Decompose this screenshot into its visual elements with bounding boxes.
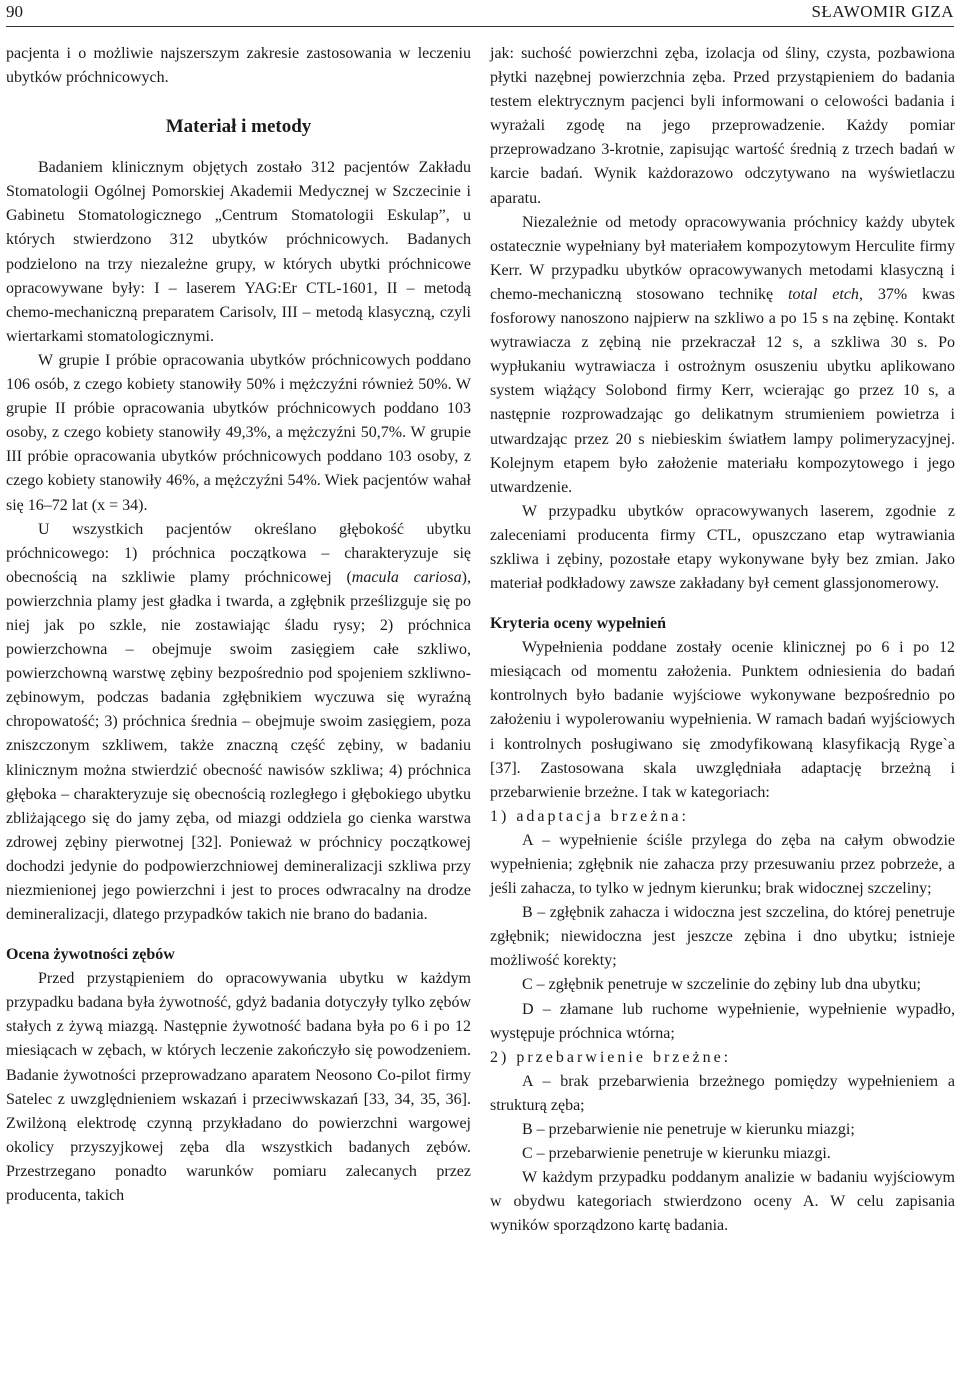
criterion-item: B – zgłębnik zahacza i widoczna jest szczelina, do której penetruje zgłębnik; niewidoczna jest jeszcze zębina i dno ubytku; istnieje możliwość korekty; bbox=[490, 904, 955, 970]
criterion-item: C – przebarwienie penetruje w kierunku miazgi. bbox=[522, 1145, 831, 1163]
text-run: , 37% kwas fosforowy nanoszono najpierw na szkliwo a po 15 s na zębinę. Kontakt wytrawiacza z zębiną nie przekraczał 12 s, a szkliwa 30 s. Po wypłukaniu wytrawiacza i ostrożnym osuszeniu ubytku aplikowano system wiążący Solobond firmy Kerr, wcierając go przez 10 s, a następnie rozprowadzając go delikatnym strumieniem powietrza i utwardzając przez 20 s niebieskim światłem lampy polimeryzacyjnej. Kolejnym etapem było założenie materiału kompozytowego i jego utwardzenie. bbox=[490, 285, 956, 496]
category-label-discoloration: 2) przebarwienie brzeżne: bbox=[490, 1048, 732, 1066]
paragraph: Wypełnienia poddane zostały ocenie klinicznej po 6 i po 12 miesiącach od momentu założenia. Punktem odniesienia do badań kontrolnych było badanie wyjściowe wykonywane bezpośrednio po założeniu i wypolerowaniu wypełnienia. W ramach badań wyjściowych i kontrolnych posługiwano się zmodyfikowaną klasyfikacją Ryge`a [37]. Zastosowana skala uwzględniała adaptację brzeżną i przebarwienie brzeżne. I tak w kategoriach: bbox=[490, 639, 955, 801]
criterion-item: A – brak przebarwienia brzeżnego pomiędzy wypełnieniem a strukturą zęba; bbox=[490, 1072, 955, 1114]
paragraph: jak: suchość powierzchni zęba, izolacja od śliny, czysta, pozbawiona płytki nazębnej powierzchnia zęba. Przed przystąpieniem do badania testem elektrycznym pacjenci byli informowani o celowości badania i wyrażali zgodę na jego przeprowadzenie. Każdy pomiar przeprowadzano 3-krotnie, zapisując wartość średnią z trzech badań w karcie badań. Wynik każdorazowo odczytywano na wyświetlaczu aparatu. bbox=[490, 45, 955, 207]
section-heading-vitality: Ocena żywotności zębów bbox=[6, 946, 175, 964]
criterion-item: A – wypełnienie ściśle przylega do zęba na całym obwodzie wypełnienia; zgłębnik nie zahacza przy przesuwaniu przez pobrzeże, a jeśli zahacza, to tylko w jednym kierunku; brak widocznej szczeliny; bbox=[490, 831, 955, 898]
paragraph: pacjenta i o możliwie najszerszym zakresie zastosowania w leczeniu ubytków próchnicowych. bbox=[6, 45, 471, 87]
text-run: ), powierzchnia plamy jest gładka i twarda, a zgłębnik prześlizguje się po niej jak po szkle, nie zostawiając śladu rysy; 2) próchnica powierzchowna – obejmuje swoim zasięgiem całe szkliwo, powierzchowną warstwę zębiny bezpośrednio pod spojeniem szkliwno-zębinowym, podczas badania zgłębnikiem wyczuwa się wyraźną chropowatość; 3) próchnica średnia – obejmuje swoim zasięgiem, poza zniszczonym szkliwem, także znaczną część zębiny, w badaniu klinicznym można stwierdzić obecność nawisów szkliwa; 4) próchnica głęboka – charakteryzuje się obecnością rozległego i głębokiego ubytku zbliżającego się do jamy zęba, od miazgi oddziela go cienka warstwa zdrowej zębiny pierwotnej [32]. Ponieważ w próchnicy początkowej dochodzi jedynie do podpowierzchniowej demineralizacji szkliwa przy niezmienionej jego powierzchni i jest to proces odwracalny na drodze demineralizacji, dlatego przypadków takich nie brano do badania. bbox=[6, 568, 471, 924]
paragraph: Badaniem klinicznym objętych zostało 312 pacjentów Zakładu Stomatologii Ogólnej Pomorskiej Akademii Medycznej w Szczecinie i Gabinetu Stomatologicznego „Centrum Stomatologii Eskulap”, u których stwierdzono 312 ubytków próchnicowych. Badanych podzielono na trzy niezależne grupy, w których ubytki próchnicowe opracowywane były: I – laserem YAG:Er CTL-1601, II – metodą chemo-mechaniczną preparatem Carisolv, III – metodą klasyczną, czyli wiertarkami stomatologicznymi. bbox=[6, 159, 471, 345]
criterion-item: B – przebarwienie nie penetruje w kierunku miazgi; bbox=[522, 1121, 855, 1139]
section-heading-materials-methods: Materiał i metody bbox=[165, 116, 312, 138]
paragraph: W każdym przypadku poddanym analizie w badaniu wyjściowym w obydwu kategoriach stwierdzono oceny A. W celu zapisania wyników sporządzono kartę badania. bbox=[490, 1169, 955, 1235]
paragraph: Przed przystąpieniem do opracowywania ubytku w każdym przypadku badana była żywotność, gdyż badania dotyczyły tylko zębów stałych z żywą miazgą. Następnie żywotność badana była po 6 i po 12 miesiącach w zębach, w których leczenie zakończyło się powodzeniem. Badanie żywotności przeprowadzano aparatem Neosono Co-pilot firmy Satelec z uwzględnieniem wskazań i przeciwwskazań [33, 34, 35, 36]. Zwilżoną elektrodę czynną przykładano do powierzchni wargowej okolicy przyszyjkowej zęba dla wszystkich badanych zębów. Przestrzegano ponadto warunków pomiaru zalecanych przez producenta, takich bbox=[6, 970, 471, 1205]
running-author: SŁAWOMIR GIZA bbox=[811, 2, 954, 21]
paragraph: W grupie I próbie opracowania ubytków próchnicowych poddano 106 osób, z czego kobiety stanowiły 50% i mężczyźni również 50%. W grupie II próbie opracowania ubytków próchnicowych poddano 103 osoby, z czego kobiety stanowiły 49,3%, a mężczyźni 50,7%. W grupie III próbie opracowania ubytków próchnicowych poddano 103 osoby, z czego kobiety stanowiły 46%, a mężczyźni 54%. Wiek pacjentów wahał się 16–72 lat (x = 34). bbox=[6, 351, 471, 514]
page-header bbox=[6, 0, 954, 27]
page-number: 90 bbox=[6, 2, 23, 21]
left-column bbox=[6, 42, 471, 1208]
category-label-adaptation: 1) adaptacja brzeżna: bbox=[490, 807, 689, 825]
section-heading-criteria: Kryteria oceny wypełnień bbox=[490, 615, 666, 633]
italic-term: total etch bbox=[788, 285, 859, 303]
criterion-item: D – złamane lub ruchome wypełnienie, wypełnienie wypadło, występuje próchnica wtórna; bbox=[490, 1000, 955, 1042]
paragraph-caries-depth bbox=[6, 518, 471, 928]
paragraph: W przypadku ubytków opracowywanych laserem, zgodnie z zaleceniami producenta firmy CTL, opuszczano etap wytrawiania szkliwa i zębiny, pozostałe etapy wykonywane były bez zmian. Jako materiał podkładowy zawsze zakładany był cement glassjonomerowy. bbox=[490, 502, 955, 593]
paragraph-filling-method bbox=[490, 211, 955, 500]
right-column bbox=[490, 42, 955, 1239]
text-run: Niezależnie od metody opracowywania próchnicy każdy ubytek ostatecznie wypełniany był materiałem kompozytowym Herculite firmy Kerr. W przypadku ubytków opracowywanych metodami klasyczną i chemo-mechaniczną stosowano technikę bbox=[490, 213, 955, 303]
italic-term: macula cariosa bbox=[351, 568, 462, 586]
text-run: U wszystkich pacjentów określano głębokość ubytku próchnicowego: 1) próchnica początkowa – charakteryzuje się obecnością na szkliwie plamy próchnicowej ( bbox=[6, 520, 471, 586]
criterion-item: C – zgłębnik penetruje w szczelinie do zębiny lub dna ubytku; bbox=[522, 976, 921, 994]
